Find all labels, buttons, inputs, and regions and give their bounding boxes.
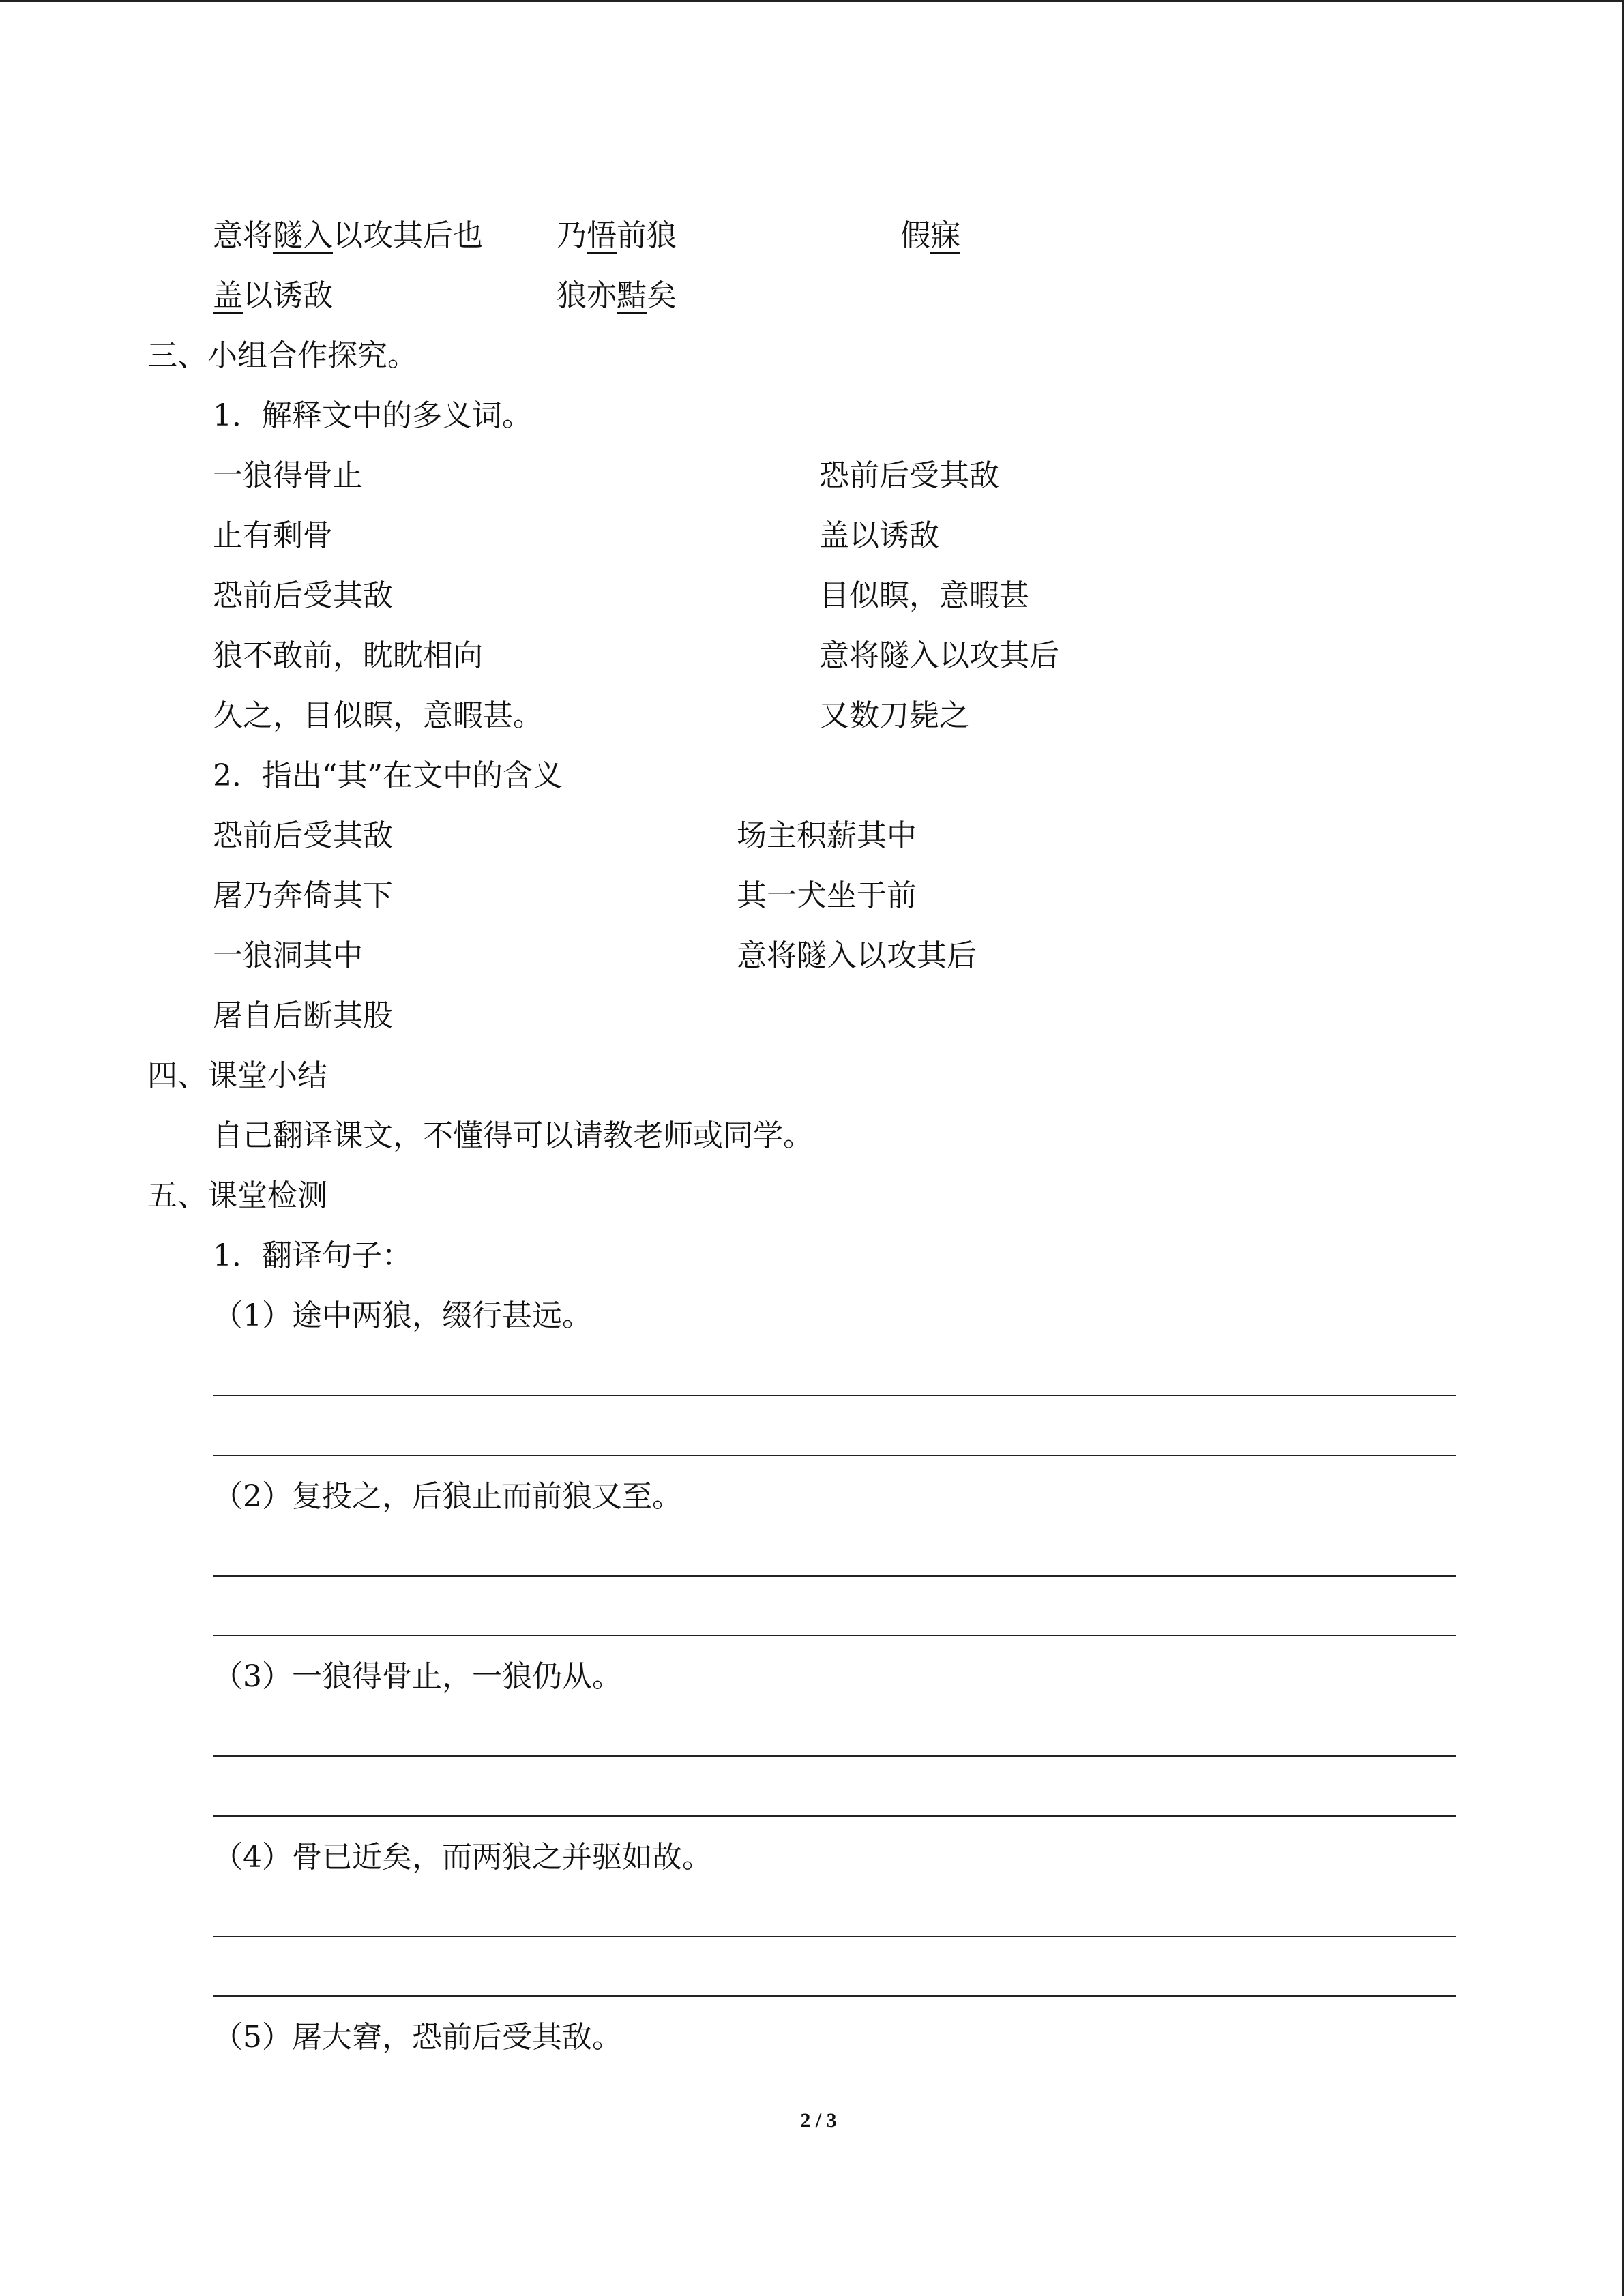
answer-line[interactable] — [213, 1455, 1456, 1456]
polysemy-item: 恐前后受其敌 — [819, 458, 999, 493]
answer-line[interactable] — [213, 1575, 1456, 1577]
polysemy-item: 久之，目似瞑，意暇甚。 — [213, 698, 543, 733]
polysemy-item: 恐前后受其敌 — [213, 578, 393, 613]
qi-item: 屠乃奔倚其下 — [213, 878, 393, 913]
section-heading: 四、课堂小结 — [147, 1058, 327, 1093]
question-title: 1．解释文中的多义词。 — [213, 398, 532, 433]
vocab-item: 意将隧入以攻其后也 — [213, 218, 483, 253]
polysemy-item: 意将隧入以攻其后 — [819, 638, 1059, 673]
page-number: 2 / 3 — [800, 2109, 837, 2132]
answer-line[interactable] — [213, 1936, 1456, 1937]
summary-text: 自己翻译课文，不懂得可以请教老师或同学。 — [213, 1118, 813, 1153]
qi-item: 一狼洞其中 — [213, 938, 363, 973]
polysemy-item: 又数刀毙之 — [819, 698, 969, 733]
qi-item: 其一犬坐于前 — [737, 878, 917, 913]
vocab-item: 假寐 — [900, 218, 960, 253]
polysemy-item: 目似瞑，意暇甚 — [819, 578, 1029, 613]
page-top-border — [0, 0, 1624, 2]
polysemy-item: 一狼得骨止 — [213, 458, 363, 493]
translation-sentence: （4）骨已近矣，而两狼之并驱如故。 — [213, 1840, 712, 1875]
qi-item: 场主积薪其中 — [737, 818, 917, 853]
vocab-item: 狼亦黠矣 — [557, 278, 677, 313]
vocab-item: 乃悟前狼 — [557, 218, 677, 253]
answer-line[interactable] — [213, 1815, 1456, 1817]
answer-line[interactable] — [213, 1755, 1456, 1757]
translation-sentence: （5）屠大窘，恐前后受其敌。 — [213, 2020, 622, 2055]
question-title: 1．翻译句子： — [213, 1238, 412, 1273]
translation-sentence: （1）途中两狼，缀行甚远。 — [213, 1298, 592, 1333]
polysemy-item: 止有剩骨 — [213, 518, 333, 553]
translation-sentence: （3）一狼得骨止，一狼仍从。 — [213, 1659, 622, 1694]
question-title: 2．指出“其”在文中的含义 — [213, 758, 563, 793]
answer-line[interactable] — [213, 1995, 1456, 1997]
vocab-item: 盖以诱敌 — [213, 278, 333, 313]
polysemy-item: 盖以诱敌 — [819, 518, 939, 553]
answer-line[interactable] — [213, 1635, 1456, 1636]
polysemy-item: 狼不敢前，眈眈相向 — [213, 638, 483, 673]
qi-item: 恐前后受其敌 — [213, 818, 393, 853]
answer-line[interactable] — [213, 1395, 1456, 1396]
translation-sentence: （2）复投之，后狼止而前狼又至。 — [213, 1479, 682, 1514]
section-heading: 三、小组合作探究。 — [147, 338, 417, 373]
section-heading: 五、课堂检测 — [147, 1178, 327, 1213]
qi-item: 屠自后断其股 — [213, 998, 393, 1033]
qi-item: 意将隧入以攻其后 — [737, 938, 977, 973]
